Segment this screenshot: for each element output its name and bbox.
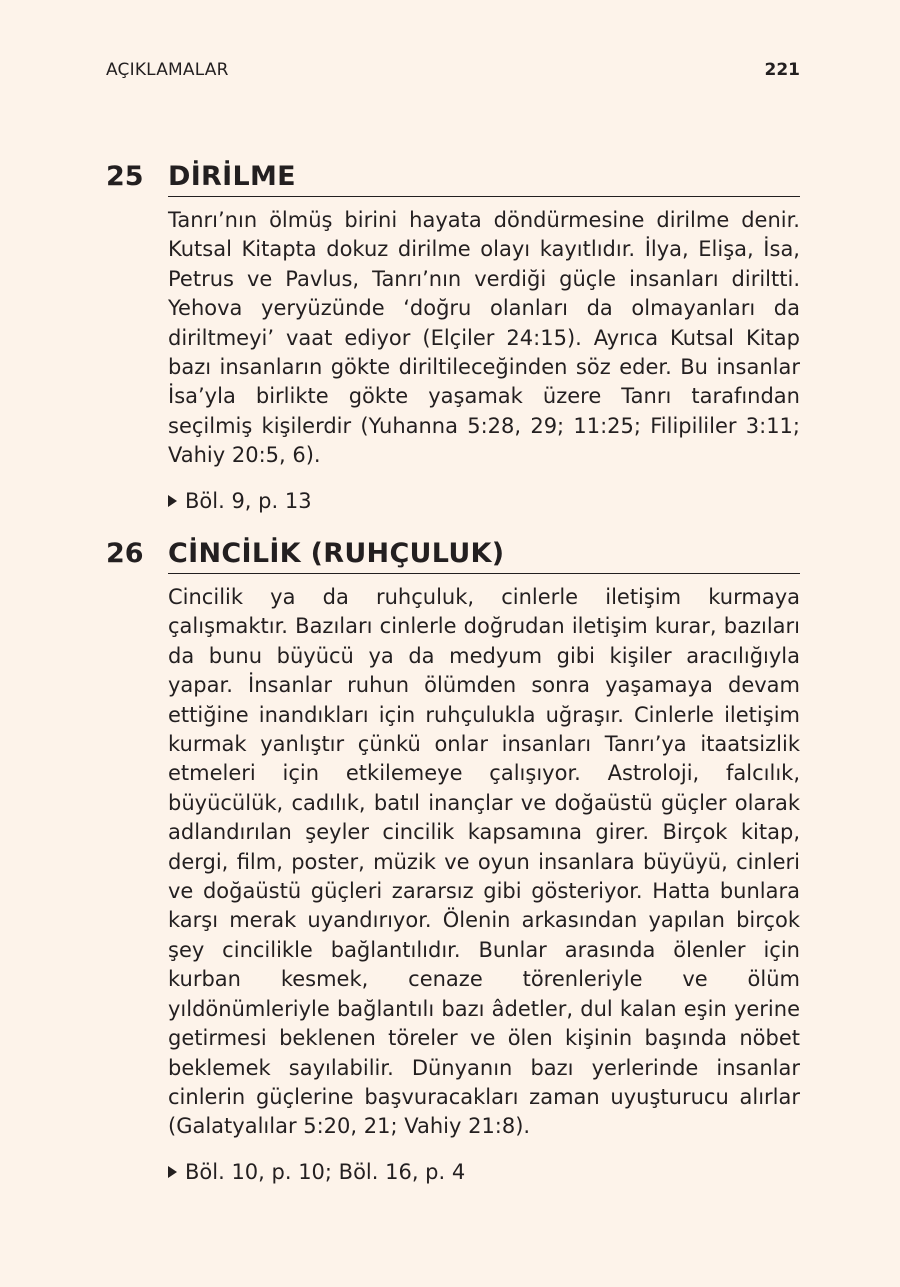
reference-text: Böl. 9, p. 13 <box>185 488 312 513</box>
entry-number: 25 <box>106 161 144 192</box>
entry-reference <box>168 487 800 516</box>
glossary-entry <box>106 527 800 1187</box>
entry-body: Tanrı’nın ölmüş birini hayata döndürmesine dirilme denir. Kutsal Kitapta dokuz dirilme olayı kayıtlıdır. İlya, Elişa, İsa, Petrus ve Pavlus, Tanrı’nın verdiği güçle insanları diriltti. Yehova yeryüzünde ‘doğru olanları da olmayanları da diriltmeyi’ vaat ediyor (Elçiler 24:15). Ayrıca Kutsal Kitap bazı insanların gökte diriltileceğinden söz eder. Bu insanlar İsa’yla birlikte gökte yaşamak üzere Tanrı tarafından seçilmiş kişilerdir (Yuhanna 5:28, 29; 11:25; Filipililer 3:11; Vahiy 20:5, 6). <box>168 208 800 468</box>
entry-body: Cincilik ya da ruhçuluk, cinlerle iletişim kurmaya çalışmaktır. Bazıları cinlerle doğrudan iletişim kurar, bazıları da bunu büyücü ya da medyum gibi kişiler aracılığıyla yapar. İnsanlar ruhun ölümden sonra yaşamaya devam ettiğine inandıkları için ruhçulukla uğraşır. Cinlerle iletişim kurmak yanlıştır çünkü onlar insanları Tanrı’ya itaatsizlik etmeleri için etkilemeye çalışıyor. Astroloji, falcılık, büyücülük, cadılık, batıl inançlar ve doğaüstü güçler olarak adlandırılan şeyler cincilik kapsamına girer. Birçok kitap, dergi, film, poster, müzik ve oyun insanlara büyüyü, cinleri ve doğaüstü güçleri zararsız gibi gösteriyor. Hatta bunlara karşı merak uyandırıyor. Ölenin arkasından yapılan birçok şey cincilikle bağlantılıdır. Bunlar arasında ölenler için kurban kesmek, cenaze törenleriyle ve ölüm yıldönümleriyle bağlantılı bazı âdetler, dul kalan eşin yerine getirmesi beklenen töreler ve ölen kişinin başında nöbet beklemek sayılabilir. Dünyanın bazı yerlerinde insanlar cinlerin güçlerine başvuracakları zaman uyuşturucu alırlar (Galatyalılar 5:20, 21; Vahiy 21:8). <box>168 585 800 1139</box>
entry-heading <box>106 527 800 571</box>
entry-heading <box>106 150 800 194</box>
heading-rule <box>168 196 800 197</box>
section-title: AÇIKLAMALAR <box>106 60 229 80</box>
triangle-arrow-icon <box>168 1166 177 1178</box>
page-number: 221 <box>764 60 800 80</box>
entry-title: CİNCİLİK (RUHÇULUK) <box>168 538 505 569</box>
triangle-arrow-icon <box>168 495 177 507</box>
reference-text: Böl. 10, p. 10; Böl. 16, p. 4 <box>185 1159 466 1184</box>
heading-rule <box>168 573 800 574</box>
entry-title: DİRİLME <box>168 161 296 192</box>
entry-reference <box>168 1158 800 1187</box>
glossary-entry <box>106 150 800 516</box>
entry-number: 26 <box>106 538 144 569</box>
running-header <box>106 60 800 82</box>
